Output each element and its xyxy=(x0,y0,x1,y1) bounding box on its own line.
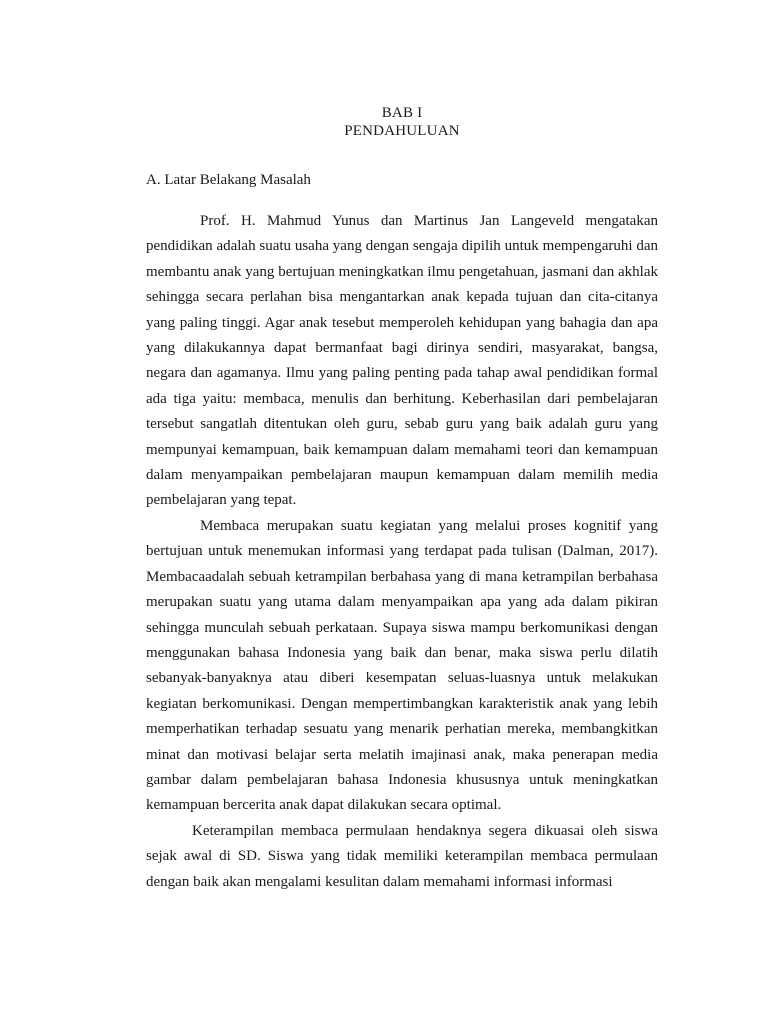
paragraph-3: Keterampilan membaca permulaan hendaknya segera dikuasai oleh siswa sejak awal di SD. Siswa yang tidak memiliki keterampilan membaca permulaan dengan baik akan mengalami kesulitan dalam memahami informasi informasi xyxy=(146,822,658,890)
chapter-number: BAB I xyxy=(381,105,423,121)
body-text xyxy=(146,209,658,895)
paragraph-2: Membaca merupakan suatu kegiatan yang melalui proses kognitif yang bertujuan untuk menemukan informasi yang terdapat pada tulisan (Dalman, 2017). Membacaadalah sebuah ketrampilan berbahasa yang di mana ketrampilan berbahasa merupakan suatu yang utama dalam menyampaikan apa yang ada dalam pikiran sehingga munculah sebuah perkataan. Supaya siswa mampu berkomunikasi dengan menggunakan bahasa Indonesia yang baik dan benar, maka siswa perlu dilatih sebanyak-banyaknya atau diberi kesempatan seluas-luasnya untuk melakukan kegiatan berkomunikasi. Dengan mempertimbangkan karakteristik anak yang lebih memperhatikan terhadap sesuatu yang menarik perhatian mereka, membangkitkan minat dan motivasi belajar serta melatih imajinasi anak, maka penerapan media gambar dalam pembelajaran bahasa Indonesia khususnya untuk meningkatkan kemampuan bercerita anak dapat dilakukan secara optimal. xyxy=(146,517,658,814)
section-heading: A. Latar Belakang Masalah xyxy=(146,172,311,188)
chapter-title: PENDAHULUAN xyxy=(344,123,460,139)
paragraph-1: Prof. H. Mahmud Yunus dan Martinus Jan Langeveld mengatakan pendidikan adalah suatu usaha yang dengan sengaja dipilih untuk mempengaruhi dan membantu anak yang bertujuan meningkatkan ilmu pengetahuan, jasmani dan akhlak sehingga secara perlahan bisa mengantarkan anak kepada tujuan dan cita-citanya yang paling tinggi. Agar anak tesebut memperoleh kehidupan yang bahagia dan apa yang dilakukannya dapat bermanfaat bagi dirinya sendiri, masyarakat, bangsa, negara dan agamanya. Ilmu yang paling penting pada tahap awal pendidikan formal ada tiga yaitu: membaca, menulis dan berhitung. Keberhasilan dari pembelajaran tersebut sangatlah ditentukan oleh guru, sebab guru yang baik adalah guru yang mempunyai kemampuan, baik kemampuan dalam memahami teori dan kemampuan dalam menyampaikan pembelajaran maupun kemampuan dalam memilih media pembelajaran yang tepat. xyxy=(146,213,658,509)
